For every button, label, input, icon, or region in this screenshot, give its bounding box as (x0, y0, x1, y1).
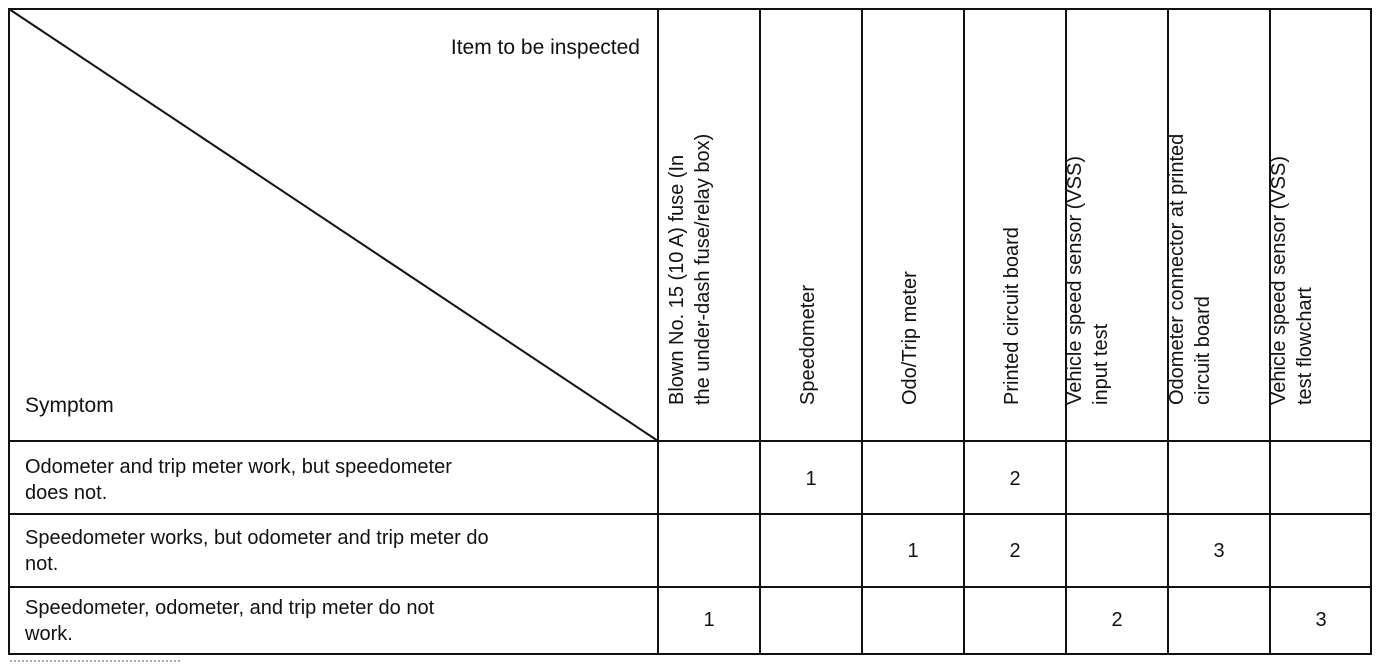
column-header-vss-input-test (1062, 156, 1114, 405)
column-header-line: Vehicle speed sensor (VSS) (1268, 155, 1290, 405)
column-divider (759, 8, 761, 655)
column-header-line: Blown No. 15 (10 A) fuse (In (666, 154, 688, 405)
column-header-line: Speedometer (797, 284, 819, 405)
column-header-line: the under-dash fuse/relay box) (692, 133, 714, 405)
symptom-label: Symptom (25, 394, 114, 417)
column-header-line: Vehicle speed sensor (VSS) (1064, 155, 1086, 405)
column-header-odometer-connector (1164, 134, 1216, 405)
table-cell: 1 (703, 609, 715, 631)
table-cell: 1 (907, 540, 919, 562)
table-cell: 2 (1009, 468, 1021, 490)
column-header-line: circuit board (1192, 296, 1214, 405)
symptom-cell (25, 595, 645, 647)
column-header-line: input test (1090, 323, 1112, 405)
symptom-line: not. (25, 553, 59, 575)
item-to-be-inspected-label: Item to be inspected (450, 36, 640, 59)
symptom-line: does not. (25, 482, 108, 504)
table-cell: 1 (805, 468, 817, 490)
table-cell: 3 (1315, 609, 1327, 631)
symptom-line: Speedometer works, but odometer and trip meter do (25, 527, 489, 549)
inspection-table (8, 8, 1372, 655)
symptom-line: work. (25, 623, 73, 645)
column-header-line: Odometer connector at printed (1166, 133, 1188, 405)
symptom-cell (25, 525, 645, 577)
table-cell: 2 (1111, 609, 1123, 631)
symptom-cell (25, 454, 645, 506)
symptom-line: Speedometer, odometer, and trip meter do not (25, 597, 435, 619)
column-header-fuse (664, 134, 716, 405)
header-diagonal-line (8, 8, 659, 442)
table-border-right (1370, 8, 1372, 655)
cropped-footer-text (10, 660, 180, 672)
column-header-line: Printed circuit board (1001, 227, 1023, 405)
column-header-odo-trip-meter (897, 271, 923, 405)
column-header-line: Odo/Trip meter (899, 271, 921, 405)
column-header-speedometer (795, 285, 821, 405)
column-header-printed-circuit-board (999, 227, 1025, 405)
column-header-vss-test-flowchart (1266, 156, 1318, 405)
column-header-line: test flowchart (1294, 287, 1316, 405)
table-cell: 3 (1213, 540, 1225, 562)
symptom-line: Odometer and trip meter work, but speedometer (25, 456, 452, 478)
table-cell: 2 (1009, 540, 1021, 562)
